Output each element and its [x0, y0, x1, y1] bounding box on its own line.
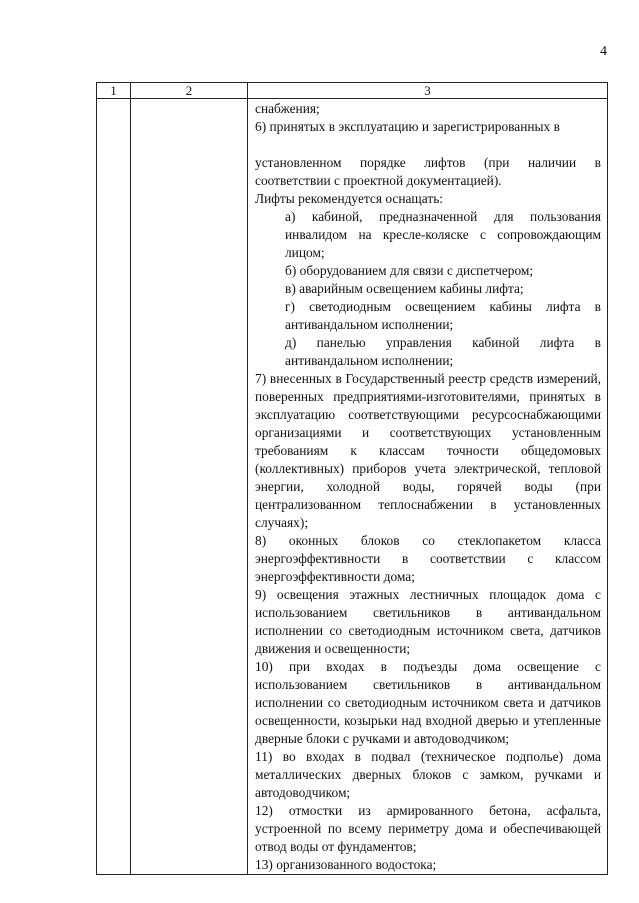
text-line: Лифты рекомендуется оснащать: — [255, 191, 444, 206]
list-item: а) кабиной, предназначенной для пользования инвалидом на кресле-коляске с сопровождающим лицом; — [285, 209, 601, 260]
column-1-cell — [97, 99, 131, 875]
list-item: д) панелью управления кабиной лифта в антивандальном исполнении; — [285, 335, 601, 368]
text-line: установленном порядке лифтов (при наличии в соответствии с проектной документацией). — [255, 155, 601, 188]
column-header-2: 2 — [131, 83, 248, 99]
document-table — [96, 82, 608, 875]
page-number: 4 — [600, 44, 607, 59]
column-header-1: 1 — [97, 83, 131, 99]
cell-content — [248, 99, 607, 874]
text-line: 7) внесенных в Государственный реестр средств измерений, поверенных предприятиями-изготовителями, принятых в эксплуатацию соответствующими ресурсоснабжающими организациями и соответствующих установленным требованиям к классам точности общедомовых (коллективных) приборов учета электрической, тепловой энергии, холодной воды, горячей воды (при централизованном теплоснабжении в установленных случаях); — [255, 371, 601, 530]
list-item: в) аварийным освещением кабины лифта; — [285, 281, 524, 296]
text-line: 12) отмостки из армированного бетона, асфальта, устроенной по всему периметру дома и обеспечивающей отвод воды от фундаментов; — [255, 803, 601, 854]
table-header-row — [97, 83, 608, 99]
column-2-cell — [131, 99, 248, 875]
column-header-3: 3 — [248, 83, 608, 99]
text-line: 6) принятых в эксплуатацию и зарегистрированных в — [255, 119, 560, 134]
text-line: 9) освещения этажных лестничных площадок дома с использованием светильников в антивандальном исполнении со светодиодным источником света, датчиков движения и освещенности; — [255, 587, 601, 656]
list-item: б) оборудованием для связи с диспетчером; — [285, 263, 534, 278]
text-line: 10) при входах в подъезды дома освещение с использованием светильников в антивандальном исполнении со светодиодным источником света и датчиков освещенности, козырьки над входной дверью и утепленные дверные блоки с ручками и автодоводчиком; — [255, 659, 601, 746]
text-line: 8) оконных блоков со стеклопакетом класса энергоэффективности в соответствии с классом энергоэффективности дома; — [255, 533, 601, 584]
text-line: снабжения; — [255, 101, 320, 116]
table-row — [97, 99, 608, 875]
list-item: г) светодиодным освещением кабины лифта в антивандальном исполнении; — [285, 299, 601, 332]
text-line: 13) организованного водостока; — [255, 857, 437, 872]
column-3-cell — [248, 99, 608, 875]
text-line: 11) во входах в подвал (техническое подполье) дома металлических дверных блоков с замком, ручками и автодоводчиком; — [255, 749, 601, 800]
